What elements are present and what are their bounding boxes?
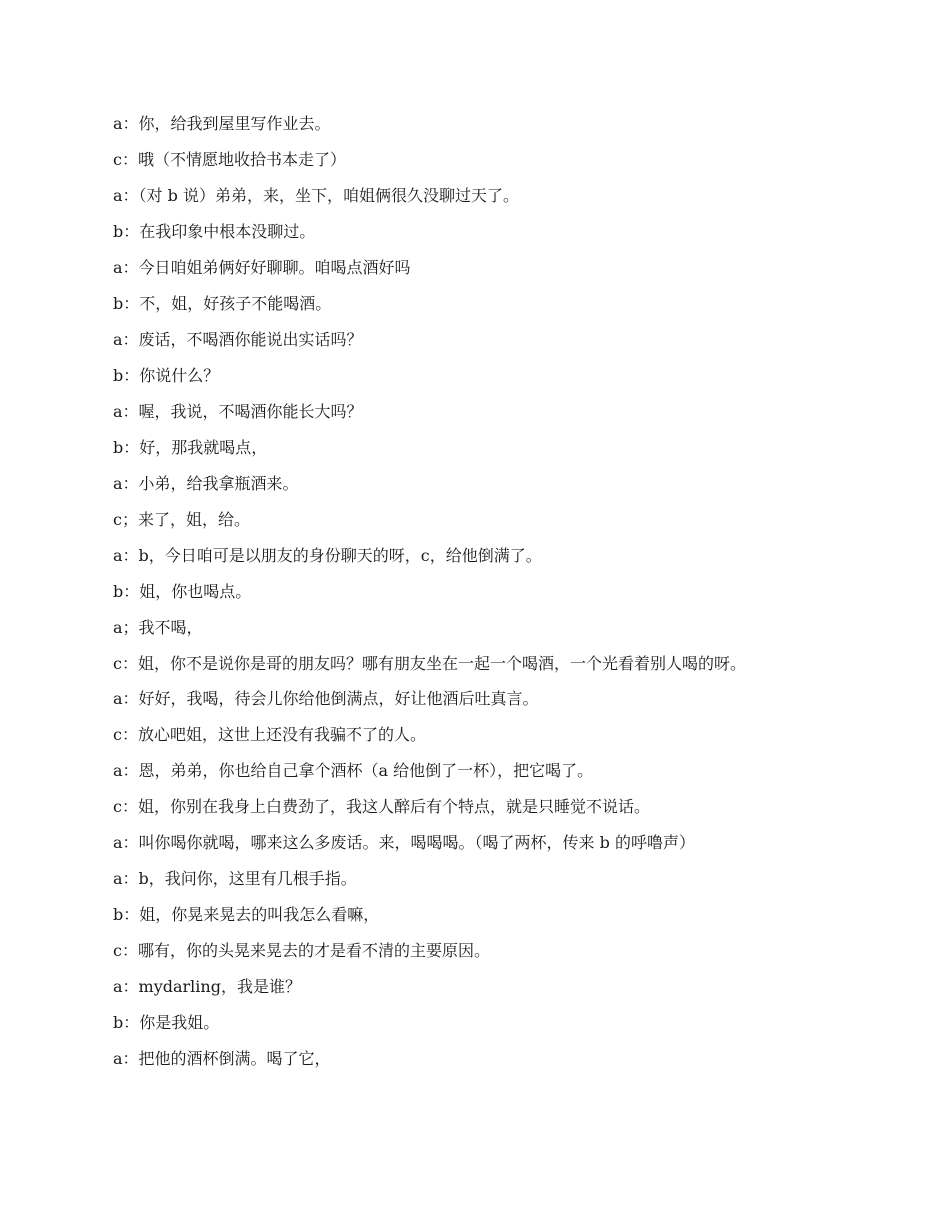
dialogue-line: a：小弟，给我拿瓶酒来。 <box>113 474 299 493</box>
dialogue-line: a：（对 b 说）弟弟，来，坐下，咱姐俩很久没聊过天了。 <box>113 186 519 205</box>
dialogue-line: c；来了，姐，给。 <box>113 510 250 529</box>
dialogue-line: a：叫你喝你就喝，哪来这么多废话。来，喝喝喝。（喝了两杯，传来 b 的呼噜声） <box>113 833 695 852</box>
dialogue-line: c：哦（不情愿地收拾书本走了） <box>113 150 346 169</box>
dialogue-line: a：恩，弟弟，你也给自己拿个酒杯（a 给他倒了一杯），把它喝了。 <box>113 761 594 780</box>
dialogue-line: a：你，给我到屋里写作业去。 <box>113 114 331 133</box>
dialogue-line: b：在我印象中根本没聊过。 <box>113 222 316 241</box>
dialogue-body <box>113 114 825 1085</box>
dialogue-line: a：废话，不喝酒你能说出实话吗？ <box>113 330 363 349</box>
dialogue-line: b：不，姐，好孩子不能喝酒。 <box>113 294 332 313</box>
dialogue-line: b：姐，你晃来晃去的叫我怎么看嘛， <box>113 905 380 924</box>
dialogue-line: a：mydarling，我是谁？ <box>113 977 301 996</box>
dialogue-line: b：好，那我就喝点， <box>113 438 268 457</box>
dialogue-line: b：姐，你也喝点。 <box>113 582 252 601</box>
dialogue-line: c：姐，你不是说你是哥的朋友吗？哪有朋友坐在一起一个喝酒，一个光看着别人喝的呀。 <box>113 654 746 673</box>
dialogue-line: a：喔，我说，不喝酒你能长大吗？ <box>113 402 363 421</box>
dialogue-line: c：姐，你别在我身上白费劲了，我这人醉后有个特点，就是只睡觉不说话。 <box>113 797 650 816</box>
dialogue-line: b：你说什么？ <box>113 366 220 385</box>
dialogue-line: a：b，我问你，这里有几根手指。 <box>113 869 357 888</box>
dialogue-line: c：哪有，你的头晃来晃去的才是看不清的主要原因。 <box>113 941 490 960</box>
dialogue-line: a；我不喝， <box>113 618 203 637</box>
dialogue-line: c：放心吧姐，这世上还没有我骗不了的人。 <box>113 725 426 744</box>
dialogue-line: a：今日咱姐弟俩好好聊聊。咱喝点酒好吗 <box>113 258 411 277</box>
dialogue-line: b：你是我姐。 <box>113 1013 220 1032</box>
dialogue-line: a：把他的酒杯倒满。喝了它， <box>113 1049 331 1068</box>
dialogue-line: a：b，今日咱可是以朋友的身份聊天的呀，c，给他倒满了。 <box>113 546 542 565</box>
dialogue-line: a：好好，我喝，待会儿你给他倒满点，好让他酒后吐真言。 <box>113 689 539 708</box>
